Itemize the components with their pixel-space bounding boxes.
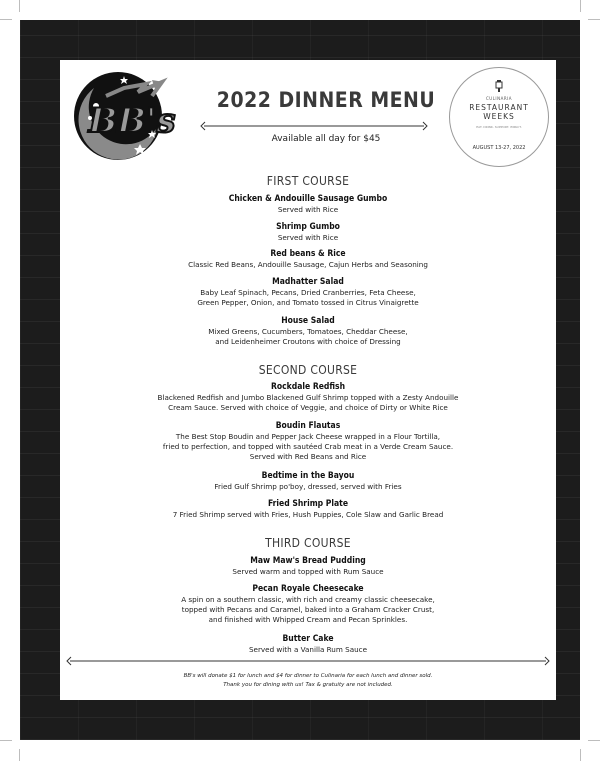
item-name: Rockdale Redfish [270,382,346,392]
item-name: Chicken & Andouille Sausage Gumbo [228,194,388,204]
svg-text:BB's: BB's [88,101,176,141]
lamp-icon [495,80,503,92]
menu-subtitle: Available all day for $45 [271,134,381,144]
crop-mark [588,740,600,741]
bbs-logo [66,66,184,166]
item-name: Madhatter Salad [272,277,344,287]
item-desc: Mixed Greens, Cucumbers, Tomatoes, Cheddar Cheese, and Leidenheimer Croutons with choice of Dressing [208,327,408,346]
crop-mark [0,19,12,20]
menu-item [100,249,516,270]
item-name: Pecan Royale Cheesecake [252,584,364,594]
badge-name-line2: WEEKS [483,112,515,121]
badge-dates: AUGUST 13-27, 2022 [472,145,526,151]
item-desc: Served warm and topped with Rum Sauce [232,567,384,576]
badge-tagline: EAT. DRINK. SUPPORT. IMPACT. [476,125,522,129]
menu-item [100,499,516,520]
item-desc: Baby Leaf Spinach, Pecans, Dried Cranberries, Feta Cheese, Green Pepper, Onion, and Tomato tossed in Citrus Vinaigrette [197,288,419,307]
restaurant-weeks-badge [449,67,549,167]
first-course-heading: FIRST COURSE [266,174,350,188]
menu-item [100,634,516,655]
menu-item [100,222,516,243]
item-desc: Classic Red Beans, Andouille Sausage, Cajun Herbs and Seasoning [188,260,428,269]
third-course-heading: THIRD COURSE [265,536,351,550]
item-desc: Served with Rice [277,205,339,214]
menu-item [100,316,516,347]
crop-mark [19,749,20,761]
item-desc: The Best Stop Boudin and Pepper Jack Cheese wrapped in a Flour Tortilla, fried to perfection, and topped with sautéed Crab meat in a Verde Cream Sauce. Served with Red Beans and Rice [162,432,454,461]
crop-mark [588,19,600,20]
menu-item [100,471,516,492]
item-desc: Blackened Redfish and Jumbo Blackened Gulf Shrimp topped with a Zesty Andouille Cream Sauce. Served with choice of Veggie, and choice of Dirty or White Rice [157,393,459,412]
title-divider [200,121,428,131]
item-desc: A spin on a southern classic, with rich and creamy classic cheesecake, topped with Pecans and Caramel, baked into a Graham Cracker Crust, and finished with Whipped Cream and Pecan Sprinkles. [181,595,435,624]
crop-mark [19,0,20,12]
item-name: Shrimp Gumbo [276,222,340,232]
item-name: Fried Shrimp Plate [267,499,349,509]
menu-item [100,194,516,215]
badge-brand: CULINARIA [485,96,513,101]
footer-note: BB's will donate $1 for lunch and $4 for dinner to Culinaria for each lunch and dinner sold. Thank you for dining with us! Tax & gratuity are not included. [183,673,433,688]
menu-title: 2022 DINNER MENU [216,88,436,112]
item-desc: 7 Fried Shrimp served with Fries, Hush Puppies, Cole Slaw and Garlic Bread [172,510,444,519]
crop-mark [580,749,581,761]
item-name: Bedtime in the Bayou [261,471,355,481]
menu-item [100,421,516,461]
crop-mark [0,740,12,741]
second-course-heading: SECOND COURSE [258,363,358,377]
item-name: Boudin Flautas [275,421,341,431]
item-name: House Salad [281,316,335,326]
badge-name-line1: RESTAURANT [469,103,529,112]
menu-page [60,60,556,700]
menu-item [100,382,516,413]
badge-name [450,103,548,121]
item-name: Butter Cake [282,634,334,644]
item-desc: Served with a Vanilla Rum Sauce [248,645,368,654]
crop-mark [580,0,581,12]
item-desc: Served with Rice [277,233,339,242]
menu-item [100,556,516,577]
item-desc: Fried Gulf Shrimp po'boy, dressed, served with Fries [214,482,402,491]
item-name: Maw Maw's Bread Pudding [250,556,366,566]
menu-item [100,584,516,624]
menu-item [100,277,516,308]
item-name: Red beans & Rice [270,249,346,259]
footer-divider [66,656,550,666]
